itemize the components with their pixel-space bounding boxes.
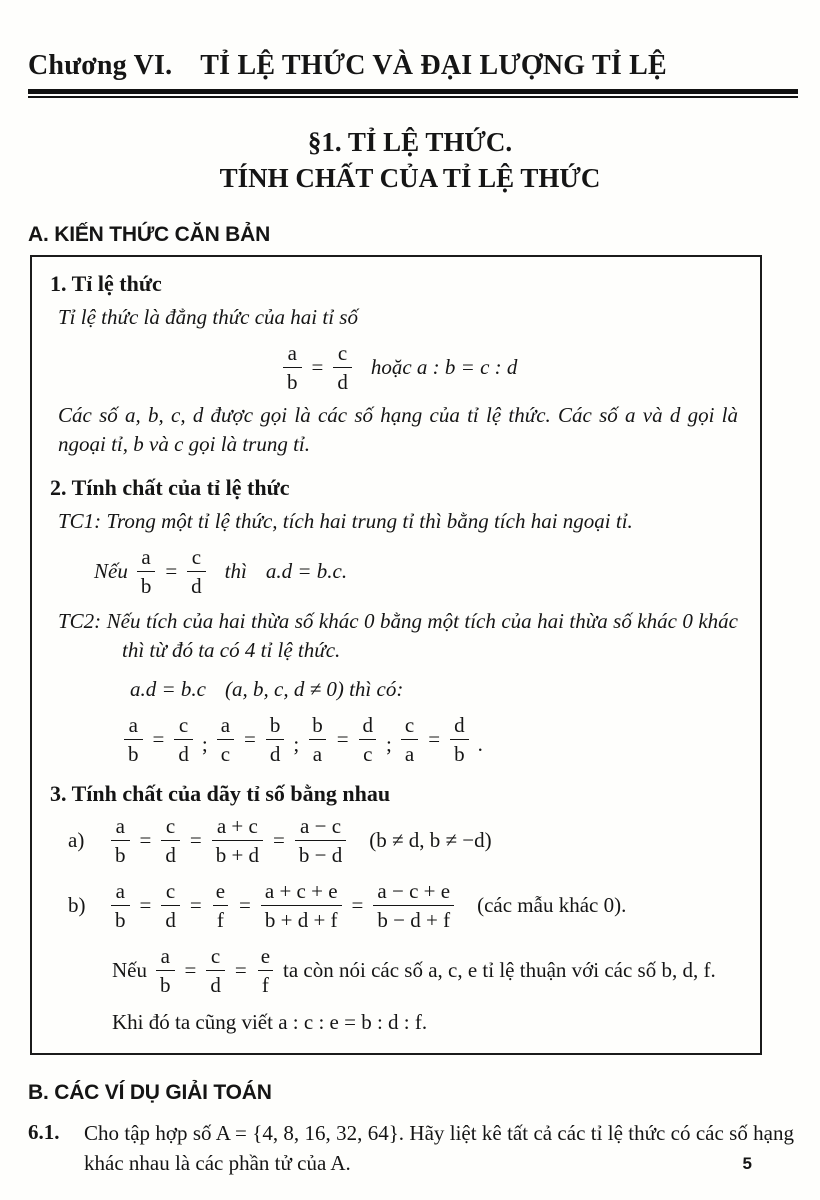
fraction (261, 880, 342, 931)
fraction (217, 714, 234, 765)
s3-item-b (68, 880, 744, 931)
fraction (161, 880, 180, 931)
fraction-numerator: a (160, 944, 170, 969)
subheading-1: 1. Tỉ lệ thức (50, 270, 162, 296)
fraction-numerator: d (454, 712, 465, 737)
neu-word: Nếu (112, 958, 147, 983)
tc1-label: TC1: (58, 508, 102, 533)
subheading-2: 2. Tính chất của tỉ lệ thức (50, 474, 290, 500)
fraction (111, 815, 130, 866)
fraction-numerator: c (165, 879, 176, 904)
item-b-label: b) (68, 893, 86, 918)
fraction (359, 714, 378, 765)
fraction (156, 945, 175, 996)
fraction-denominator: c (217, 739, 234, 765)
s1-note: Các số a, b, c, d được gọi là các số hạng của tỉ lệ thức. Các số a và d gọi là ngoại tỉ, b và c gọi là trung tỉ. (58, 402, 738, 456)
tc2-four-proportions (124, 714, 744, 765)
fraction-denominator: b (450, 739, 469, 765)
item-b-condition: (các mẫu khác 0). (477, 893, 627, 918)
fraction-numerator: a − c (300, 813, 342, 838)
fraction-numerator: c (404, 712, 415, 737)
period: . (477, 731, 483, 756)
tc2-given-condition: (a, b, c, d ≠ 0) thì có: (225, 676, 404, 701)
fraction-numerator: c (191, 544, 202, 569)
fraction-numerator: a − c + e (377, 879, 451, 904)
fraction-numerator: c (165, 813, 176, 838)
fraction (212, 880, 229, 931)
tc2-text: Nếu tích của hai thừa số khác 0 bằng một tích của hai thừa số khác 0 khác thì từ đó ta có 4 tỉ lệ thức. (106, 608, 738, 662)
tc1-formula (94, 546, 744, 597)
fraction-denominator: d (174, 739, 193, 765)
knowledge-box (30, 255, 762, 1055)
equals-sign: = (336, 726, 349, 751)
tc1-conclusion: a.d = b.c. (265, 558, 348, 583)
equals-sign: = (139, 893, 152, 918)
fraction-numerator: a (115, 879, 125, 904)
fraction (111, 880, 130, 931)
fraction (266, 714, 285, 765)
exercise-6-1 (28, 1119, 794, 1179)
fraction (257, 945, 274, 996)
fraction-denominator: b − d + f (373, 905, 454, 931)
fraction-denominator: b (111, 905, 130, 931)
equals-sign: = (234, 958, 247, 983)
fraction (450, 714, 469, 765)
header-rule-thick (28, 89, 798, 94)
tc2-given: a.d = b.c (130, 676, 206, 701)
fraction-numerator: a + c (216, 813, 258, 838)
fraction-numerator: c (337, 340, 348, 365)
fraction-numerator: c (178, 712, 189, 737)
fraction-c-d (333, 342, 352, 393)
fraction-denominator: d (161, 905, 180, 931)
khi-do-line: Khi đó ta cũng viết a : c : e = b : d : f. (112, 1010, 428, 1035)
s1-formula-suffix: hoặc a : b = c : d (370, 354, 518, 379)
fraction-denominator: d (266, 739, 285, 765)
equals-sign: = (273, 827, 285, 852)
fraction-denominator: b (137, 571, 156, 597)
fraction-numerator: b (269, 712, 281, 737)
chapter-number: Chương VI. (28, 50, 173, 81)
tc2-given-line (130, 675, 744, 704)
chapter-header (28, 50, 798, 98)
fraction-denominator: b (124, 739, 143, 765)
fraction-denominator: b (283, 367, 302, 393)
subheading-3: 3. Tính chất của dãy tỉ số bằng nhau (50, 780, 391, 806)
section-title-line1: §1. TỈ LỆ THỨC. (307, 127, 513, 157)
fraction-numerator: b (312, 712, 323, 737)
fraction-a-b (137, 546, 156, 597)
fraction-denominator: d (206, 970, 225, 996)
fraction-numerator: a + c + e (264, 879, 338, 904)
fraction (401, 714, 418, 765)
fraction-numerator: a (141, 544, 151, 569)
fraction-denominator: d (161, 840, 180, 866)
fraction-denominator: f (258, 970, 273, 996)
s1-formula (283, 342, 744, 393)
equals-sign: = (165, 558, 178, 583)
fraction-denominator: a (401, 739, 418, 765)
fraction-a-b (283, 342, 302, 393)
chapter-title: TỈ LỆ THỨC VÀ ĐẠI LƯỢNG TỈ LỆ (200, 50, 667, 81)
fraction-denominator: b (156, 970, 175, 996)
tc2-label: TC2: (58, 608, 102, 633)
section-title (0, 124, 820, 197)
section-title-line2: TÍNH CHẤT CỦA TỈ LỆ THỨC (219, 163, 601, 194)
tc1-text: Trong một tỉ lệ thức, tích hai trung tỉ thì bằng tích hai ngoại tỉ. (106, 508, 633, 533)
equals-sign: = (244, 726, 256, 751)
item-a-condition: (b ≠ d, b ≠ −d) (369, 827, 492, 852)
fraction-denominator: f (213, 905, 228, 931)
fraction-denominator: a (309, 739, 326, 765)
fraction (373, 880, 454, 931)
fraction (295, 815, 346, 866)
equals-sign: = (184, 958, 197, 983)
neu-text: ta còn nói các số a, c, e tỉ lệ thuận với các số b, d, f. (283, 958, 716, 983)
fraction (206, 945, 225, 996)
tc1-paragraph (58, 507, 738, 536)
fraction-numerator: d (362, 712, 374, 737)
fraction-numerator: a (220, 712, 231, 737)
tc2-paragraph (58, 607, 738, 665)
exercise-number: 6.1. (28, 1120, 60, 1145)
fraction-numerator: e (215, 879, 226, 904)
fraction-numerator: a (287, 340, 297, 365)
exercise-text: Cho tập hợp số A = {4, 8, 16, 32, 64}. Hãy liệt kê tất cả các tỉ lệ thức có các số hạng khác nhau là các phần tử của A. (84, 1121, 794, 1175)
fraction-numerator: a (128, 712, 138, 737)
equals-sign: = (152, 726, 165, 751)
fraction-denominator: c (359, 739, 376, 765)
fraction (161, 815, 180, 866)
s1-intro: Tỉ lệ thức là đẳng thức của hai tỉ số (58, 304, 358, 329)
heading-kien-thuc-can-ban: A. KIẾN THỨC CĂN BẢN (28, 222, 271, 246)
header-rule-thin (28, 96, 798, 98)
fraction-denominator: b + d (212, 840, 263, 866)
equals-sign: = (311, 354, 324, 379)
semicolon: ; (201, 731, 208, 756)
equals-sign: = (189, 893, 202, 918)
fraction-numerator: c (210, 944, 221, 969)
semicolon: ; (293, 731, 300, 756)
equals-sign: = (351, 893, 364, 918)
fraction-c-d (187, 546, 206, 597)
fraction-denominator: b + d + f (261, 905, 342, 931)
semicolon: ; (386, 731, 392, 756)
equals-sign: = (239, 893, 251, 918)
item-a-label: a) (68, 827, 85, 852)
tc1-thi: thì (224, 558, 247, 583)
fraction (174, 714, 193, 765)
fraction-denominator: b (111, 840, 130, 866)
fraction-numerator: e (260, 944, 271, 969)
equals-sign: = (428, 726, 441, 751)
tc1-neu: Nếu (94, 558, 128, 583)
fraction (308, 714, 327, 765)
fraction-denominator: d (333, 367, 352, 393)
fraction-denominator: b − d (295, 840, 346, 866)
s3-neu-line (112, 945, 744, 996)
page-number: 5 (742, 1154, 752, 1173)
fraction-denominator: d (187, 571, 206, 597)
fraction (124, 714, 143, 765)
heading-cac-vi-du-giai-toan: B. CÁC VÍ DỤ GIẢI TOÁN (28, 1081, 272, 1105)
fraction-numerator: a (115, 813, 125, 838)
equals-sign: = (139, 827, 152, 852)
s3-item-a (68, 815, 744, 866)
fraction (212, 815, 263, 866)
equals-sign: = (189, 827, 202, 852)
